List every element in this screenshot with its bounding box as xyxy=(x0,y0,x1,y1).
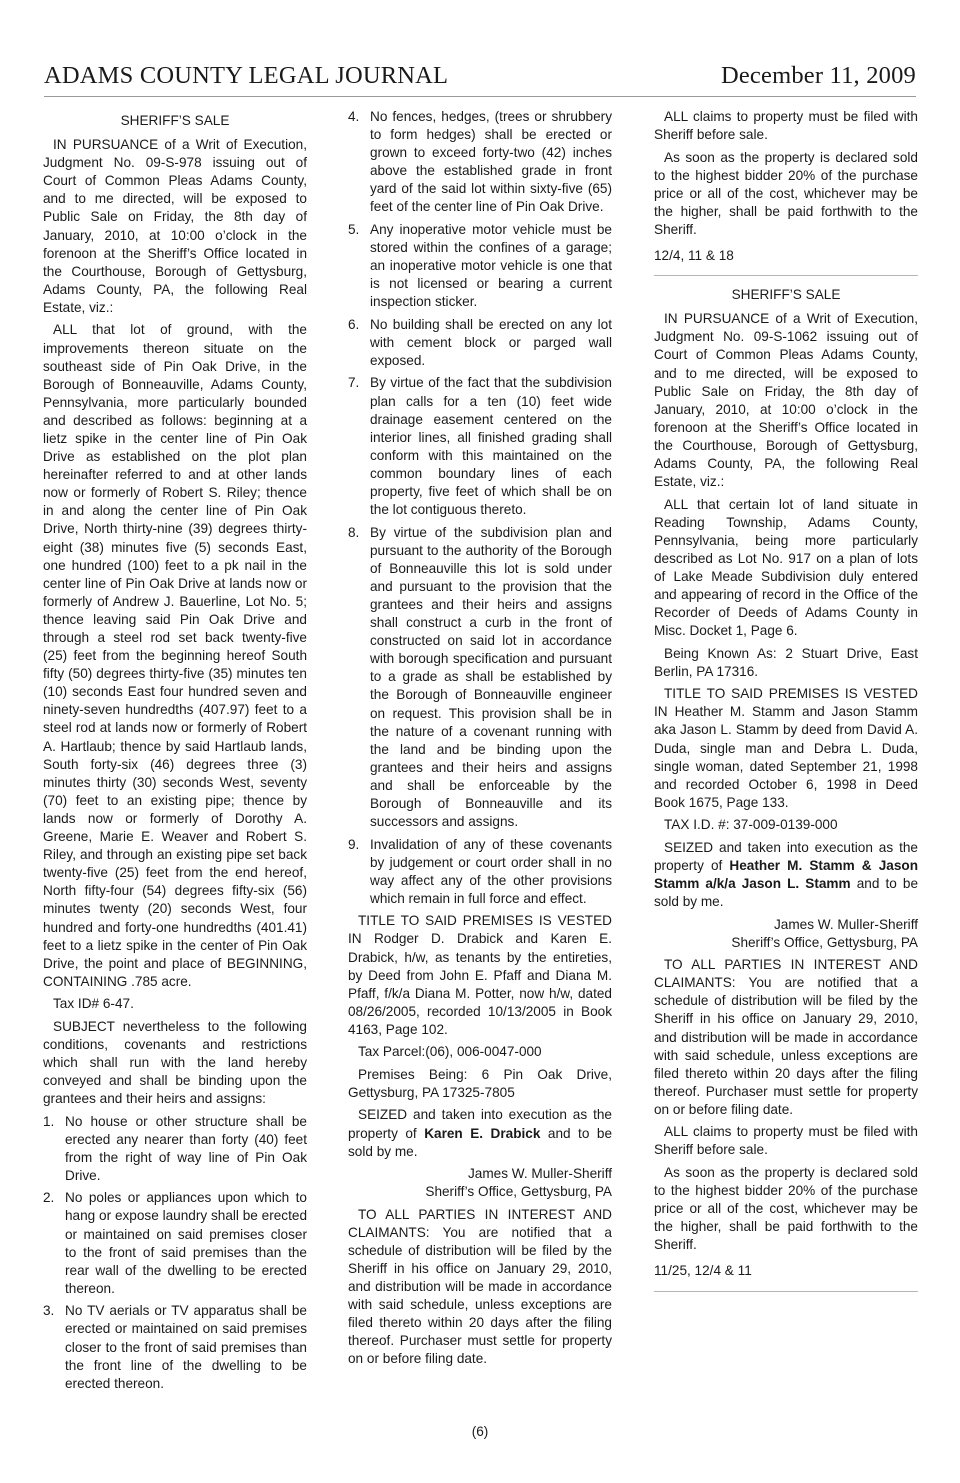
sale2-dates: 11/25, 12/4 & 11 xyxy=(654,1263,752,1279)
sale2-known-as: Being Known As: 2 Stuart Drive, East Berlin, PA 17316. xyxy=(654,645,918,679)
column-1 xyxy=(43,108,307,1397)
sale1-dates: 12/4, 11 & 18 xyxy=(654,248,734,264)
sale2-title-vested: TITLE TO SAID PREMISES IS VESTED IN Heather M. Stamm and Jason Stamm aka Jason L. Stamm by deed from David A. Duda, single man and Debra L. Duda, single woman, dated September 21, 1998 and recorded October 6, 1998 in Deed Book 1675, Page 133. xyxy=(654,686,918,810)
sale2-notice: TO ALL PARTIES IN INTEREST AND CLAIMANTS: You are notified that a schedule of distribution will be filed by the Sheriff in his office on January 29, 2010, and distribution will be made in accordance with said schedule, unless exceptions are filed thereto within 20 days after the filing thereof. Purchaser must settle for property on or before filing date. xyxy=(654,957,918,1117)
issue-date: December 11, 2009 xyxy=(720,62,916,89)
sale2-intro: IN PURSUANCE of a Writ of Execution, Judgment No. 09-S-1062 issuing out of Court of Common Pleas Adams County, and to me directed, will be exposed to Public Sale on Friday, the 8th day of January, 2010, at 10:00 o’clock in the forenoon at the Sheriff’s Office located in the Courthouse, Borough of Gettysburg, Adams County, PA, the following Real Estate, viz.: xyxy=(654,311,918,490)
sale2-seized: SEIZED and taken into execution as the property of Heather M. Stamm & Jason Stamm a/k/a Jason L. Stamm and to be sold by me. xyxy=(654,839,919,910)
sale2-sheriff-name: James W. Muller-Sheriff xyxy=(773,916,918,932)
sale2-declared: As soon as the property is declared sold to the highest bidder 20% of the purchase price or all of the cost, whichever may be the higher, shall be paid forthwith to the Sheriff. xyxy=(654,1164,918,1253)
covenant-item: 2. No poles or appliances upon which to hang or expose laundry shall be erected or maintained on said premises closer to the front of said premises than the rear wall of the dwelling to be erected thereon. xyxy=(43,1190,307,1296)
covenant-item: 1. No house or other structure shall be erected any nearer than forty (40) feet from the right of way line of Pin Oak Drive. xyxy=(43,1113,307,1183)
column-2 xyxy=(348,108,612,1373)
sale1-intro: IN PURSUANCE of a Writ of Execution, Judgment No. 09-S-978 issuing out of Court of Common Pleas Adams County, and to me directed, will be exposed to Public Sale on Friday, the 8th day of January, 2010, at 10:00 o’clock in the forenoon at the Sheriff’s Office located in the Courthouse, Borough of Gettysburg, Adams County, PA, the following Real Estate, viz.: xyxy=(43,137,307,315)
sale1-title-vested: TITLE TO SAID PREMISES IS VESTED IN Rodger D. Drabick and Karen E. Drabick, h/w, as tenants by the entireties, by Deed from John E. Pfaff and Diana M. Pfaff, f/k/a Diana M. Potter, now h/w, dated 08/26/2005, recorded 10/13/2005 in Book 4163, Page 102. xyxy=(348,913,612,1037)
sale2-sheriff-office: Sheriff’s Office, Gettysburg, PA xyxy=(731,934,918,950)
sale2-tax-id: TAX I.D. #: 37-009-0139-000 xyxy=(664,817,838,833)
sale1-subject: SUBJECT nevertheless to the following conditions, covenants and restrictions which shall run with the land hereby conveyed and shall be binding upon the grantees and their heirs and assigns: xyxy=(43,1018,307,1107)
sale1-notice: TO ALL PARTIES IN INTEREST AND CLAIMANTS: You are notified that a schedule of distribution will be filed by the Sheriff in his office on January 29, 2010, and distribution will be made in accordance with said schedule, unless exceptions are filed thereto within 20 days after the filing thereof. Purchaser must settle for property on or before filing date. xyxy=(348,1206,612,1367)
sale1-premises: Premises Being: 6 Pin Oak Drive, Gettysburg, PA 17325-7805 xyxy=(348,1066,612,1100)
page-number: (6) xyxy=(471,1424,489,1439)
covenant-item: 7. By virtue of the fact that the subdivision plan calls for a ten (10) feet wide drainage easement centered on the interior lines, all finished grading shall conform with this maintained on the common boundary lines of each property, five feet of which shall be on the lot contiguous thereto. xyxy=(348,375,612,518)
sale2-claims: ALL claims to property must be filed with Sheriff before sale. xyxy=(654,1124,918,1158)
covenant-list-a xyxy=(43,1113,307,1393)
covenant-item: 6. No building shall be erected on any lot with cement block or parged wall exposed. xyxy=(348,316,612,368)
section-divider xyxy=(654,275,918,276)
sale1-claims: ALL claims to property must be filed with Sheriff before sale. xyxy=(654,109,918,143)
sale1-tax-id: Tax ID# 6-47. xyxy=(53,996,134,1012)
sale1-sheriff-office: Sheriff’s Office, Gettysburg, PA xyxy=(425,1184,612,1200)
sale2-title: SHERIFF’S SALE xyxy=(731,287,841,303)
sale1-declared: As soon as the property is declared sold to the highest bidder 20% of the purchase price or all of the cost, whichever may be the higher, shall be paid forthwith to the Sheriff. xyxy=(654,149,918,237)
column-3 xyxy=(654,108,918,1292)
masthead xyxy=(44,50,916,97)
section-divider xyxy=(654,1291,918,1292)
sale1-description: ALL that lot of ground, with the improvements thereon situate on the southeast side of Pin Oak Drive, in the Borough of Bonneauville, Adams County, Pennsylvania, more particularly bounded and described as follows: beginning at a lietz spike in the center line of Pin Oak Drive as established on the plot plan hereinafter referred to and at other lands now or formerly of Robert S. Riley; thence in and along the center line of Pin Oak Drive, North thirty-nine (39) degrees thirty-eight (38) minutes five (5) seconds East, one hundred (100) feet to a pk nail in the center line of Pin Oak Drive at lands now or formerly of Andrew J. Bauerline, Lot No. 5; thence leaving said Pin Oak Drive and through a steel rod set back twenty-five (25) feet from the beginning hereof South fifty (50) degrees thirty-five (35) minutes ten (10) seconds East four hundred seven and ninety-seven hundredths (407.97) feet to a steel rod at lands now or formerly of Robert A. Hartlaub; thence by said Hartlaub lands, South forty-six (46) degrees three (3) minutes thirty (30) seconds West, seventy (70) feet to an existing pipe; thence by lands now or formerly of Dorothy A. Greene, Marie E. Weaver and Robert S. Riley, and through an existing pipe set back twenty-five (25) feet from the end hereof, North fifty-four (54) degrees fifty-six (56) minutes twenty (20) seconds West, four hundred and forty-one hundredths (401.41) feet to a lietz spike in the center of Pin Oak Drive, the point and place of BEGINNING, CONTAINING .785 acre. xyxy=(43,322,307,989)
sale1-defendant: Karen E. Drabick xyxy=(424,1125,541,1141)
covenant-item: 5. Any inoperative motor vehicle must be stored within the confines of a garage; an inoperative motor vehicle is one that is not licensed or bearing a current inspection sticker. xyxy=(348,221,612,310)
covenant-item: 8. By virtue of the subdivision plan and pursuant to the authority of the Borough of Bonneauville this lot is sold under and pursuant to the provision that the grantees and their heirs and assigns shall construct a curb in the front of constructed on said lot in accordance with borough specification and pursuant to a grade as shall be established by the Borough of Bonneauville engineer on request. This provision shall be in the nature of a covenant running with the land and be binding upon the grantees and their heirs and assigns and shall be enforceable by the Borough of Bonneauville and its successors and assigns. xyxy=(348,524,612,830)
sale1-title: SHERIFF’S SALE xyxy=(120,113,230,128)
journal-title: ADAMS COUNTY LEGAL JOURNAL xyxy=(44,62,449,89)
covenant-item: 4. No fences, hedges, (trees or shrubbery to form hedges) shall be erected or grown to exceed forty-two (42) inches above the established grade in front yard of the said lot within sixty-five (65) feet of the center line of Pin Oak Drive. xyxy=(348,109,612,215)
sale2-defendant: Heather M. Stamm & Jason Stamm a/k/a Jason L. Stamm xyxy=(654,857,918,891)
sale2-description: ALL that certain lot of land situate in Reading Township, Adams County, Pennsylvania, being more particularly described as Lot No. 917 on a plan of lots of Lake Meade Subdivision duly entered and appearing of record in the Office of the Recorder of Deeds of Adams County in Misc. Docket 1, Page 6. xyxy=(654,496,918,639)
sale1-tax-parcel: Tax Parcel:(06), 006-0047-000 xyxy=(358,1044,542,1060)
covenant-item: 3. No TV aerials or TV apparatus shall be erected or maintained on said premises closer to the front of said premises than the front line of the dwelling to be erected thereon. xyxy=(43,1303,307,1391)
covenant-item: 9. Invalidation of any of these covenants by judgement or court order shall in no way affect any of the other provisions which remain in full force and effect. xyxy=(348,836,612,906)
sale1-seized: SEIZED and taken into execution as the property of Karen E. Drabick and to be sold by me. xyxy=(348,1107,613,1159)
sale1-sheriff-name: James W. Muller-Sheriff xyxy=(467,1166,612,1182)
covenant-list-b xyxy=(348,108,612,908)
